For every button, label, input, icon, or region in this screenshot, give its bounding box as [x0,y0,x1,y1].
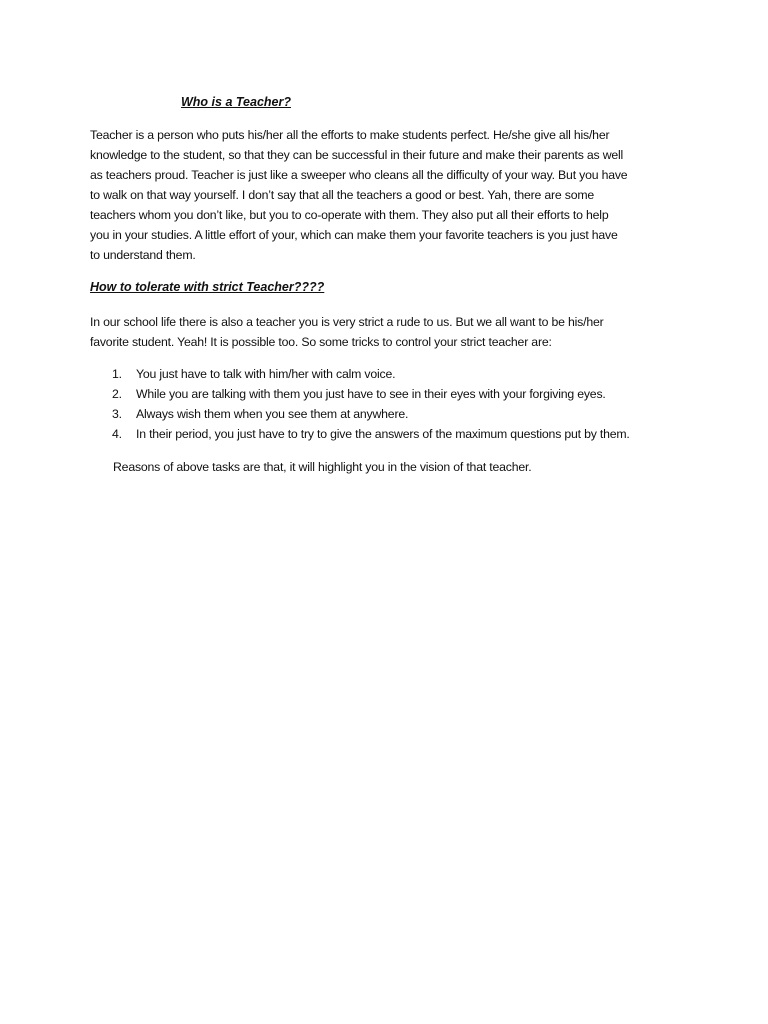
paragraph-intro [90,125,690,265]
list-item-number: 3. [112,407,122,421]
list-item [112,364,712,384]
paragraph-line: to understand them. [90,248,196,262]
document-title: Who is a Teacher? [181,95,291,109]
paragraph-line: you in your studies. A little effort of your, which can make them your favorite teachers is you just have [90,228,618,242]
paragraph-line: In our school life there is also a teacher you is very strict a rude to us. But we all want to be his/her [90,315,604,329]
list-item [112,404,712,424]
list-item-text: While you are talking with them you just have to see in their eyes with your forgiving eyes. [136,387,606,401]
paragraph-line: to walk on that way yourself. I don’t say that all the teachers a good or best. Yah, there are some [90,188,595,202]
tricks-list [112,364,712,444]
closing-paragraph: Reasons of above tasks are that, it will highlight you in the vision of that teacher. [113,460,532,474]
paragraph-line: as teachers proud. Teacher is just like a sweeper who cleans all the difficulty of your way. But you have [90,168,628,182]
paragraph-line: favorite student. Yeah! It is possible too. So some tricks to control your strict teacher are: [90,335,552,349]
paragraph-line: Teacher is a person who puts his/her all the efforts to make students perfect. He/she give all his/her [90,128,610,142]
section-subheading: How to tolerate with strict Teacher???? [90,280,325,294]
paragraph-line: knowledge to the student, so that they can be successful in their future and make their parents as well [90,148,624,162]
paragraph-tricks-intro [90,312,690,352]
list-item-text: Always wish them when you see them at anywhere. [136,407,409,421]
list-item-text: In their period, you just have to try to give the answers of the maximum questions put by them. [136,427,630,441]
paragraph-line: teachers whom you don’t like, but you to co-operate with them. They also put all their efforts to help [90,208,609,222]
list-item-number: 4. [112,427,122,441]
list-item [112,424,712,444]
list-item-number: 1. [112,367,122,381]
list-item-text: You just have to talk with him/her with calm voice. [136,367,396,381]
list-item [112,384,712,404]
list-item-number: 2. [112,387,122,401]
